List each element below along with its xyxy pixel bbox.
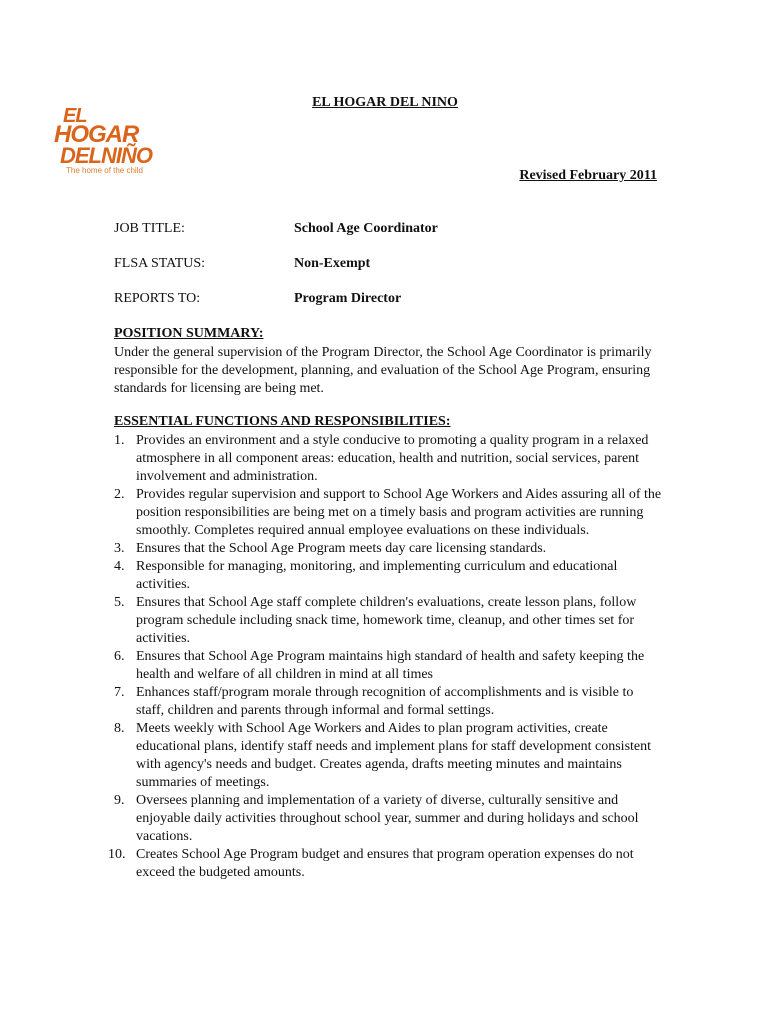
item-number: 5. [114,595,125,610]
list-item [114,486,662,540]
item-number: 9. [114,793,125,808]
field-label: REPORTS TO: [114,291,201,306]
field-label: JOB TITLE: [114,221,185,236]
list-item [108,846,662,882]
item-text: Responsible for managing, monitoring, and implementing curriculum and educational activities. [136,559,618,592]
document-title: EL HOGAR DEL NINO [312,95,458,110]
item-text: Meets weekly with School Age Workers and Aides to plan program activities, create educational plans, identify staff needs and implement plans for staff development consistent with agency's needs and budget. Creates agenda, drafts meeting minutes and maintains summaries of meetings. [136,721,652,790]
position-summary-heading: POSITION SUMMARY: [114,326,264,341]
list-item [114,684,662,720]
logo-word-hogar: HOGAR [54,121,139,148]
item-text: Ensures that School Age staff complete children's evaluations, create lesson plans, follow program schedule including snack time, homework time, cleanup, and other times set for activities. [136,595,637,646]
item-number: 3. [114,541,125,556]
item-text: Creates School Age Program budget and ensures that program operation expenses do not exceed the budgeted amounts. [136,847,634,880]
logo-word-el: EL [63,105,87,127]
item-text: Ensures that the School Age Program meets day care licensing standards. [136,541,547,556]
list-item [114,540,662,558]
item-number: 1. [114,433,125,448]
essential-functions-heading: ESSENTIAL FUNCTIONS AND RESPONSIBILITIES: [114,414,451,429]
list-item [114,558,662,594]
field-value: Program Director [294,291,402,306]
list-item [114,432,662,486]
item-text: Oversees planning and implementation of a variety of diverse, culturally sensitive and enjoyable daily activities throughout school year, summer and during holidays and school vacations. [136,793,639,844]
responsibilities-list [108,432,662,882]
logo-tagline: The home of the child [66,166,143,175]
item-text: Provides an environment and a style conducive to promoting a quality program in a relaxed atmosphere in all component areas: education, health and nutrition, social services, parent involvement and administration. [136,433,649,484]
item-number: 8. [114,721,125,736]
item-text: Ensures that School Age Program maintains high standard of health and safety keeping the health and welfare of all children in mind at all times [136,649,645,682]
item-number: 10. [108,847,126,862]
item-text: Provides regular supervision and support to School Age Workers and Aides assuring all of the position responsibilities are being met on a timely basis and program activities are running smoothly. Completes required annual employee evaluations on these individuals. [136,487,662,538]
field-value: Non-Exempt [294,256,371,271]
field-value: School Age Coordinator [294,221,438,236]
list-item [114,720,662,792]
item-number: 4. [114,559,125,574]
item-number: 6. [114,649,125,664]
logo-word-delnino: DELNIÑO [60,143,152,168]
position-summary-text: Under the general supervision of the Program Director, the School Age Coordinator is primarily responsible for the development, planning, and evaluation of the School Age Program, ensuring standards for licensing are being met. [114,345,652,396]
item-number: 2. [114,487,125,502]
item-text: Enhances staff/program morale through recognition of accomplishments and is visible to staff, children and parents through informal and formal settings. [136,685,634,718]
item-number: 7. [114,685,125,700]
list-item [114,792,662,846]
el-hogar-logo [54,105,164,179]
field-label: FLSA STATUS: [114,256,206,271]
list-item [114,648,662,684]
list-item [114,594,662,648]
revised-date: Revised February 2011 [519,168,657,183]
